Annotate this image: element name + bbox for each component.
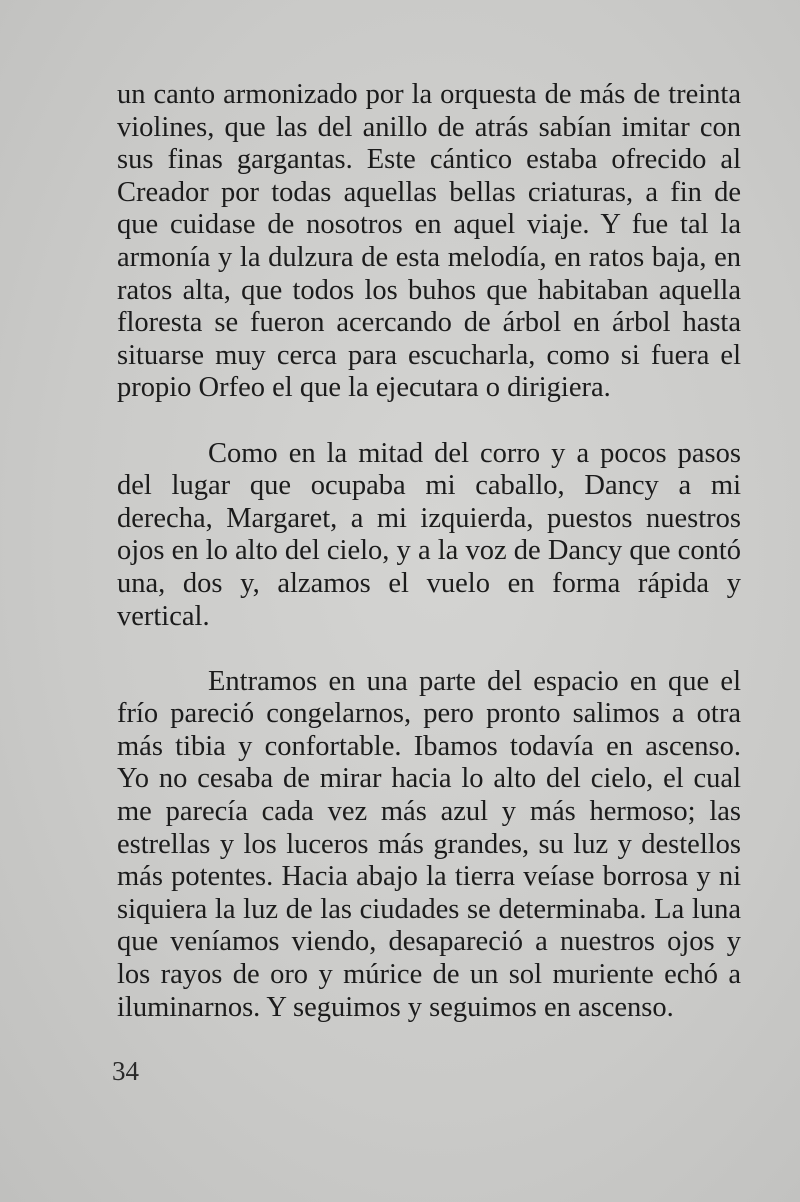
page-number: 34 (112, 1056, 139, 1086)
paragraph-2: Como en la mitad del corro y a pocos pasos del lugar que ocupaba mi caballo, Dancy a mi derecha, Margaret, a mi izquierda, puestos nuestros ojos en lo alto del cielo, y a la voz de Dancy que contó una, dos y, alzamos el vuelo en forma rápida y vertical. (117, 437, 741, 632)
body-text (117, 79, 741, 1024)
paragraph-1: un canto armonizado por la orquesta de más de treinta violines, que las del anillo de atrás sabían imitar con sus finas gargantas. Este cántico estaba ofrecido al Creador por todas aquellas bellas criaturas, a fin de que cuidase de nosotros en aquel viaje. Y fue tal la armonía y la dulzura de esta melodía, en ratos baja, en ratos alta, que todos los buhos que habitaban aquella floresta se fueron acercando de árbol en árbol hasta situarse muy cerca para escucharla, como si fuera el propio Orfeo el que la ejecutara o dirigiera. (117, 79, 741, 404)
paragraph-3: Entramos en una parte del espacio en que el frío pareció congelarnos, pero pronto salimos a otra más tibia y confortable. Ibamos todavía en ascenso. Yo no cesaba de mirar hacia lo alto del cielo, el cual me parecía cada vez más azul y más hermoso; las estrellas y los luceros más grandes, su luz y destellos más potentes. Hacia abajo la tierra veíase borrosa y ni siquiera la luz de las ciudades se determinaba. La luna que veníamos viendo, desapareció a nuestros ojos y los rayos de oro y múrice de un sol muriente echó a iluminarnos. Y seguimos y seguimos en ascenso. (117, 665, 741, 1023)
